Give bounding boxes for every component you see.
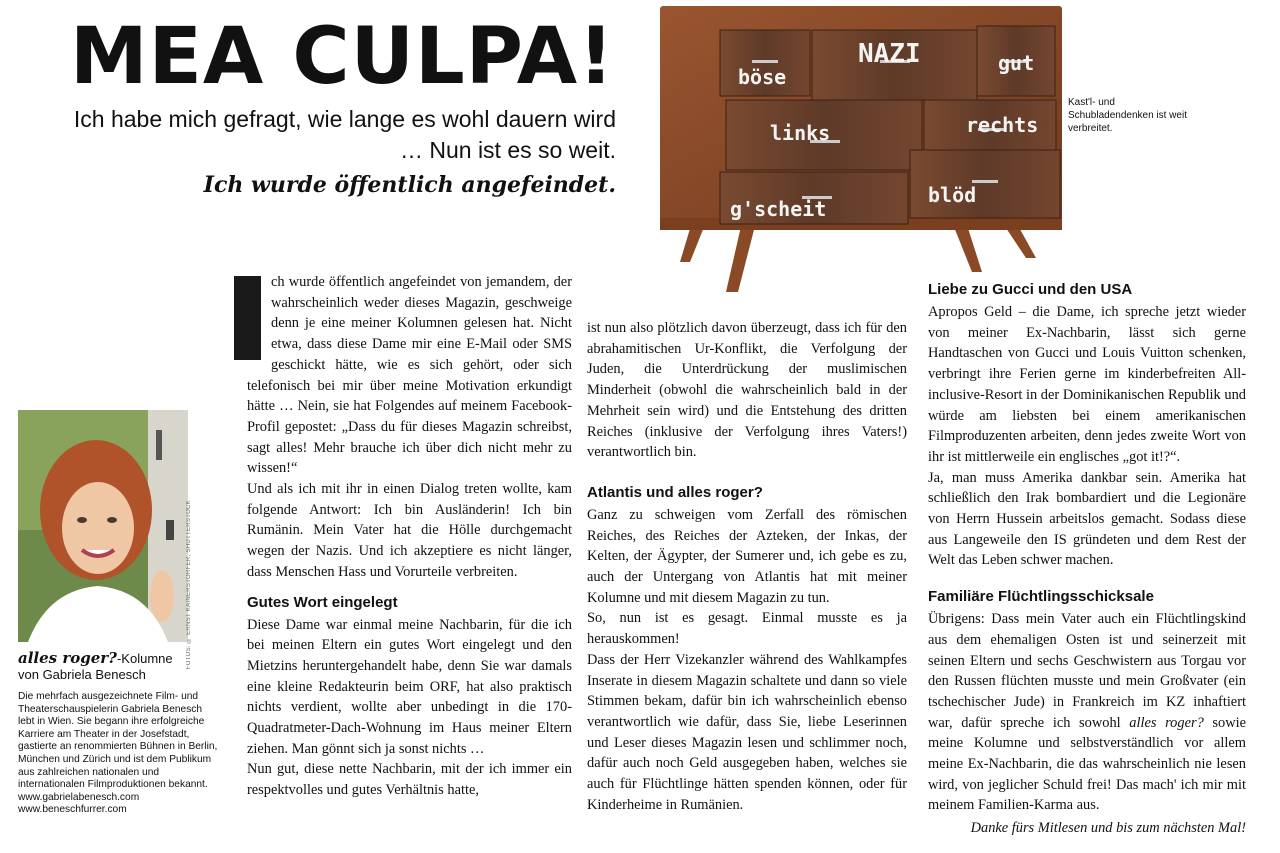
paragraph: So, nun ist es gesagt. Einmal musste es ja herauskommen! xyxy=(587,610,907,648)
drawer-label-links: links xyxy=(770,121,831,145)
byline: von Gabriela Benesch xyxy=(18,667,146,682)
article-column-1 xyxy=(247,272,572,801)
brand-mention: alles roger? xyxy=(1129,714,1204,731)
drawer-label-boese: böse xyxy=(738,65,787,89)
paragraph: Apropos Geld – die Dame, ich spreche jetzt wieder von meiner Ex-Nachbarin, lässt sich gerne Handtaschen von Gucci und Louis Vuitton schenken, verbringt ihre Ferien gerne im kinderbefreiten All-inclusive-Resort in der Dominikanischen Republik und würde am liebsten bei einem amerikanischen Filmproduzenten arbeiten, denn jedes zweite Wort von ihr ist mittlerweile ein englisches „got it!?“. xyxy=(928,304,1246,465)
paragraph: Ja, man muss Amerika dankbar sein. Amerika hat schließlich den Irak bombardiert und die Legionäre von Herrn Hussein arbeitslos gemacht. Sodass diese aus Langeweile den IS gründeten und dem Rest der Welt das Leben schwer machen. xyxy=(928,469,1246,569)
tagline: Ich wurde öffentlich angefeindet. xyxy=(203,172,616,198)
subtitle xyxy=(0,104,616,166)
article-column-3 xyxy=(928,280,1246,839)
website-link-2[interactable]: www.beneschfurrer.com xyxy=(18,804,127,816)
dresser-image xyxy=(652,0,1072,300)
paragraph: Nun gut, diese nette Nachbarin, mit der ich immer ein respektvolles und gutes Verhältnis hatte, xyxy=(247,761,572,799)
column-brand xyxy=(18,650,218,683)
brand-name: alles roger? xyxy=(18,649,117,667)
photo-credit: FOTOS: © ERNST KAINERSTORFER, SHUTTERSTOCK xyxy=(186,500,192,670)
page-title: MEA CULPA! xyxy=(70,12,615,102)
section-heading: Liebe zu Gucci und den USA xyxy=(928,281,1133,298)
drawer-label-rechts: rechts xyxy=(966,113,1039,137)
section-heading: Familiäre Flüchtlingsschicksale xyxy=(928,588,1154,606)
drop-cap xyxy=(234,276,261,360)
section-heading: Gutes Wort eingelegt xyxy=(247,593,398,611)
dresser-illustration xyxy=(652,0,1072,300)
paragraph: Diese Dame war einmal meine Nachbarin, für die ich bei meinen Eltern ein gutes Wort eingelegt und den Mietzins heruntergehandelt habe, denn Sie war damals eine kleine Redakteurin beim ORF, hat also praktisch nichts verdient, wollte aber unbedingt in die 170-Quadratmeter-Dach-Wohnung im Haus meiner Eltern ziehen. Man gönnt sich ja sonst nichts … xyxy=(247,616,572,757)
subtitle-line-2: … Nun ist es so weit. xyxy=(399,137,616,163)
drawer-label-nazi: NAZI xyxy=(858,39,921,69)
signoff: Danke fürs Mitlesen und bis zum nächsten Mal! xyxy=(970,820,1246,837)
paragraph xyxy=(928,609,1246,816)
brand-suffix: -Kolumne xyxy=(116,651,173,666)
paragraph-part: sowie meine Kolumne und selbstverständlich vor allem meine Ex-Nachbarin, die das wahrscheinlich nie lesen wird, von jeglicher Schuld frei! Das mach' ich mir mit meinem Familien-Karma aus. xyxy=(928,714,1246,814)
image-caption: Kast'l- und Schubladendenken ist weit verbreitet. xyxy=(1068,97,1187,134)
drawer-label-gscheit: g'scheit xyxy=(730,197,827,221)
author-portrait-image xyxy=(18,410,188,642)
paragraph: ch wurde öffentlich angefeindet von jemandem, der wahrscheinlich weder dieses Magazin, geschweige denn je eine meiner Kolumnen gelesen hat. Nicht etwa, dass diese Dame mir eine E-Mail oder SMS geschickt hätte, wie es sich gehört, oder sich telefonisch bei mir über meine Motivation erkundigt hätte … Nein, sie hat Folgendes auf meinem Facebook-Profil gepostet: „Dass du für dieses Magazin schreibst, sagt alles! Mehr brauche ich über dich nicht mehr zu wissen!“ xyxy=(247,274,572,477)
author-bio xyxy=(18,691,218,817)
subtitle-line-1: Ich habe mich gefragt, wie lange es wohl dauern wird xyxy=(73,106,616,132)
section-heading: Atlantis und alles roger? xyxy=(587,483,763,501)
author-photo xyxy=(18,410,188,642)
drawer-label-gut: gut xyxy=(998,51,1035,75)
paragraph: Und als ich mit ihr in einen Dialog treten wollte, kam folgende Antwort: Ich bin Ausländerin! Ich bin Rumänin. Mein Vater hat die Hölle durchgemacht wegen der Nazis. Und ich akzeptiere es nicht länger, dass Menschen Hass und Vorurteile verbreiten. xyxy=(247,481,572,580)
paragraph: Ganz zu schweigen vom Zerfall des römischen Reiches, des Reiches der Azteken, der Inkas, der Kelten, der Ägypter, der Sumerer und, ich gebe es zu, auch der Untergang von Atlantis hat mit meiner Kolumne und mit diesem Magazin zu tun. xyxy=(587,506,907,606)
drawer-label-bloed: blöd xyxy=(928,183,977,207)
website-link-1[interactable]: www.gabrielabenesch.com xyxy=(18,791,140,803)
bio-text: Die mehrfach ausgezeichnete Film- und Theaterschauspielerin Gabriela Benesch lebt in Wien. Sie begann ihre erfolgreiche Karriere am Theater in der Josefstadt, gastierte an renommierten Bühnen in Berlin, München und Zürich und ist dem Publikum aus zahlreichen nationalen und internationalen Filmproduktionen bekannt. xyxy=(18,691,218,791)
paragraph: Dass der Herr Vizekanzler während des Wahlkampfes Inserate in diesem Magazin schaltete und dann so viele Stimmen bekam, dafür bin ich wahrscheinlich ebenso verantwortlich wie dafür, dass Sie, liebe Leserinnen und Leser dieses Magazin lesen und schlimmer noch, dafür auch noch Geld ausgegeben haben, welches sie auch für Flüchtlinge hätten spenden können, oder für Kinderheime in Rumänien. xyxy=(587,651,907,813)
article-column-2 xyxy=(587,318,907,815)
paragraph-part: Übrigens: Dass mein Vater auch ein Flüchtlingskind aus dem ehemaligen Osten ist und seinerzeit mit seinen Eltern und sechs Geschwistern aus Torgau vor den Russen flüchten musste und mein Großvater (ein tschechischer Jude) in Frankreich im KZ inhaftiert war, dafür spreche ich sowohl xyxy=(928,611,1246,731)
paragraph: ist nun also plötzlich davon überzeugt, dass ich für den abrahamitischen Ur-Konflikt, die Verfolgung der Juden, die Unterdrückung der muslimischen Minderheit (obwohl die wahrscheinlich bald in der Mehrheit sein wird) und die Entstehung des dritten Reiches (inklusive der Verfolgung ihres Vaters!) verantwortlich bin. xyxy=(587,320,907,461)
